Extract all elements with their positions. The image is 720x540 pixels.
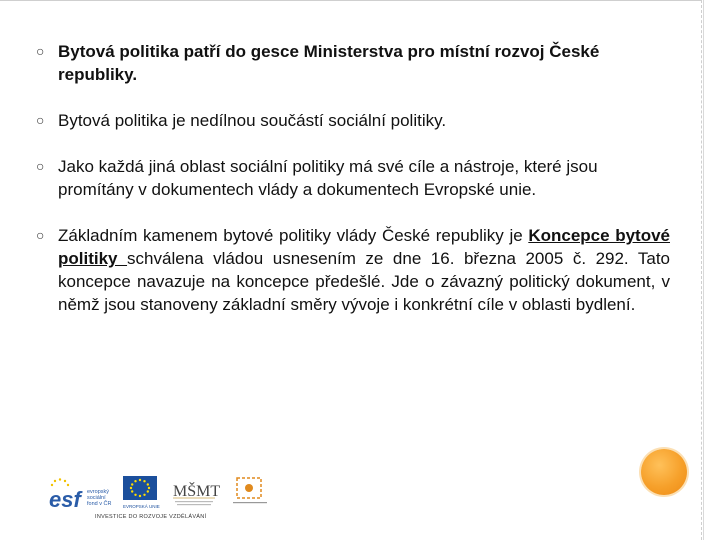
bullet-text: Jako každá jiná oblast sociální politiky má své cíle a nástroje, které jsou promítány v dokumentech vlády a dokumentech Evropské unie.: [58, 157, 598, 199]
logo-caption: INVESTICE DO ROZVOJE VZDĚLÁVÁNÍ: [95, 514, 207, 520]
koncepce-link[interactable]: Koncepce bytové politiky: [58, 226, 670, 268]
bullet-text-after: schválena vládou usnesením ze dne 16. března 2005 č. 292. Tato koncepce navazuje na koncepce předešlé. Jde o závazný politický dokument, v němž jsou stanoveny základní směry vývoje i konkrétní cíle v oblasti bydlení.: [58, 249, 671, 314]
bullet-circle-icon: ○: [36, 158, 45, 174]
op-logo: [227, 474, 273, 512]
bullet-circle-icon: ○: [36, 227, 45, 243]
bullet-item-3: [36, 155, 670, 201]
bullet-item-2: [36, 109, 670, 132]
bullet-list: [36, 40, 670, 339]
bullet-item-4: [36, 224, 670, 316]
esf-line-3: fond v ČR: [87, 501, 112, 507]
esf-line-1: evropský: [87, 489, 110, 495]
logo-strip: [47, 474, 277, 524]
bullet-text: Bytová politika patří do gesce Ministerstva pro místní rozvoj České republiky.: [58, 42, 600, 84]
esf-line-2: sociální: [87, 495, 106, 501]
bullet-text: Bytová politika je nedílnou součástí sociální politiky.: [58, 111, 447, 130]
slide-frame-right-edge: [703, 0, 704, 540]
orange-circle-decoration: [641, 449, 687, 495]
msmt-logo: [167, 474, 221, 512]
eu-flag-logo: [121, 476, 161, 512]
bullet-circle-icon: ○: [36, 43, 45, 59]
bullet-item-1: [36, 40, 670, 86]
bullet-text: [58, 224, 670, 316]
esf-logo: [47, 477, 117, 513]
slide-frame-top: [0, 0, 702, 1]
bullet-circle-icon: ○: [36, 112, 45, 128]
esf-mark: esf: [49, 487, 81, 512]
msmt-mark: MŠMT: [173, 483, 221, 500]
bullet-text-before: Základním kamenem bytové politiky vlády České republiky je: [58, 226, 529, 245]
slide-frame-dashed-edge: [701, 0, 702, 540]
eu-caption: EVROPSKÁ UNIE: [123, 504, 160, 509]
